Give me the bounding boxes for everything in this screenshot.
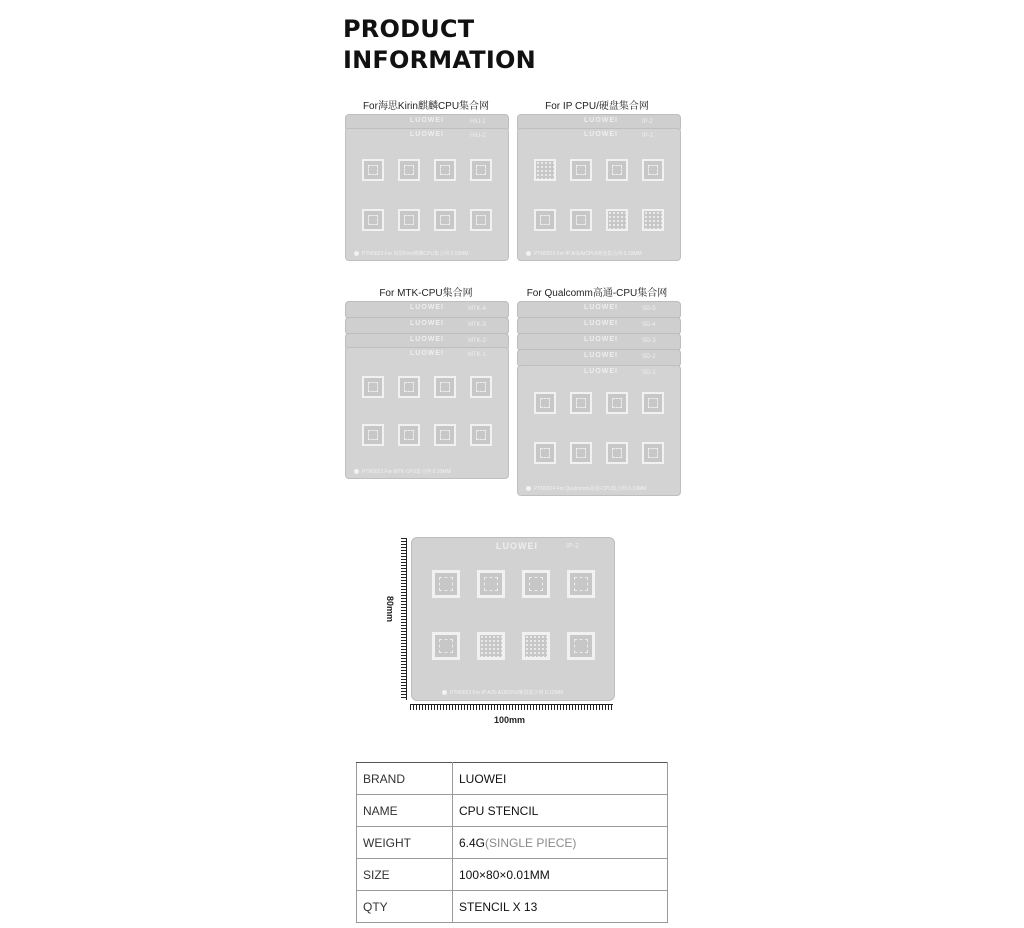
brand-mark: LUOWEI (410, 336, 444, 343)
spec-value-note: (SINGLE PIECE) (485, 835, 577, 850)
stencil-product-ip (517, 114, 681, 261)
layer-code: MTK-1 (468, 352, 486, 358)
table-row (357, 891, 668, 923)
stencil-plate (517, 128, 681, 261)
title-line-1: PRODUCT (343, 15, 475, 43)
stencil-product-mtk (345, 301, 509, 479)
stencil-caption-ip: For IP CPU/硬盘集合网 (545, 101, 649, 112)
brand-mark: LUOWEI (584, 336, 618, 343)
chip-cell (434, 376, 456, 398)
stencil-footer: PTN0023 For MTK-CPU集合网 0.10MM (354, 468, 451, 475)
brand-mark: LUOWEI (584, 117, 618, 124)
brand-mark: LUOWEI (496, 541, 538, 551)
chip-cell (534, 392, 556, 414)
height-label: 80mm (385, 595, 396, 623)
table-row (357, 827, 668, 859)
chip-cell (570, 209, 592, 231)
chip-cell (362, 159, 384, 181)
dimension-stencil (411, 537, 615, 701)
chip-cell (534, 209, 556, 231)
width-ruler (410, 704, 613, 713)
brand-mark: LUOWEI (584, 304, 618, 311)
stencil-plate (345, 128, 509, 261)
layer-code: IP-2 (642, 119, 654, 125)
chip-cell (642, 209, 664, 231)
chip-cell (432, 570, 460, 598)
brand-mark: LUOWEI (410, 117, 444, 124)
spec-value: LUOWEI (453, 763, 668, 795)
stencil-product-kirin (345, 114, 509, 261)
chip-cell (534, 159, 556, 181)
stencil-footer: PTN0023 For 海思Kirin麒麟CPU集合网 0.10MM (354, 250, 468, 257)
layer-code: HIU-1 (470, 119, 486, 125)
chip-cell (434, 424, 456, 446)
table-row (357, 763, 668, 795)
chip-cell (606, 442, 628, 464)
chip-cell (470, 159, 492, 181)
spec-key: QTY (357, 891, 453, 923)
page-title (343, 14, 536, 76)
chip-cell (434, 159, 456, 181)
layer-code: HIU-2 (470, 133, 486, 139)
chip-cell (606, 209, 628, 231)
spec-key: SIZE (357, 859, 453, 891)
chip-cell (567, 570, 595, 598)
brand-mark: LUOWEI (584, 320, 618, 327)
chip-cell (362, 424, 384, 446)
spec-value: CPU STENCIL (453, 795, 668, 827)
chip-cell (570, 442, 592, 464)
chip-cell (434, 209, 456, 231)
chip-cell (606, 159, 628, 181)
chip-cell (362, 209, 384, 231)
layer-code: SD-5 (642, 306, 656, 312)
layer-code: SD-2 (642, 354, 656, 360)
stencil-caption-kirin: For海思Kirin麒麟CPU集合网 (362, 101, 490, 112)
spec-key: NAME (357, 795, 453, 827)
brand-mark: LUOWEI (410, 320, 444, 327)
spec-value (453, 827, 668, 859)
chip-cell (398, 424, 420, 446)
layer-code: SD-3 (642, 338, 656, 344)
chip-cell (534, 442, 556, 464)
title-line-2: INFORMATION (343, 46, 536, 74)
spec-table (356, 762, 668, 923)
layer-code: SD-4 (642, 322, 656, 328)
chip-cell (522, 570, 550, 598)
stencil-footer: PTN0023 For IP A/S/A/CPU/硬盘集合网 0.10MM (526, 250, 642, 257)
chip-cell (522, 632, 550, 660)
layer-code: SD-1 (642, 370, 656, 376)
chip-cell (470, 376, 492, 398)
layer-code: MTK-2 (468, 338, 486, 344)
layer-code: IP-1 (642, 133, 654, 139)
width-label: 100mm (494, 715, 526, 725)
brand-mark: LUOWEI (584, 131, 618, 138)
chip-cell (570, 392, 592, 414)
stencil-caption-qualcomm: For Qualcomm高通-CPU集合网 (526, 288, 668, 299)
stencil-code: IP-2 (566, 543, 579, 550)
brand-mark: LUOWEI (584, 368, 618, 375)
chip-cell (642, 442, 664, 464)
spec-key: BRAND (357, 763, 453, 795)
table-row (357, 795, 668, 827)
height-ruler (397, 538, 407, 700)
stencil-footer: PTN0024 For Qualcomm高通-CPU集合网 0.10MM (526, 485, 646, 492)
chip-cell (570, 159, 592, 181)
spec-value: STENCIL X 13 (453, 891, 668, 923)
chip-cell (477, 570, 505, 598)
brand-mark: LUOWEI (584, 352, 618, 359)
chip-cell (477, 632, 505, 660)
spec-value: 100×80×0.01MM (453, 859, 668, 891)
chip-cell (606, 392, 628, 414)
chip-cell (567, 632, 595, 660)
stencil-product-qualcomm (517, 301, 681, 496)
chip-cell (362, 376, 384, 398)
spec-value-main: 6.4G (459, 835, 486, 850)
table-row (357, 859, 668, 891)
brand-mark: LUOWEI (410, 131, 444, 138)
stencil-footer: PTN0023 For IP A15-A18CPU/硬盘集合网 0.12MM (442, 689, 563, 696)
layer-code: MTK-4 (468, 306, 486, 312)
layer-code: MTK-3 (468, 322, 486, 328)
brand-mark: LUOWEI (410, 304, 444, 311)
chip-cell (398, 209, 420, 231)
chip-cell (470, 424, 492, 446)
chip-cell (642, 392, 664, 414)
stencil-plate (517, 365, 681, 496)
chip-cell (432, 632, 460, 660)
brand-mark: LUOWEI (410, 350, 444, 357)
stencil-plate (345, 347, 509, 479)
chip-cell (398, 159, 420, 181)
stencil-caption-mtk: For MTK-CPU集合网 (379, 288, 473, 299)
chip-cell (642, 159, 664, 181)
spec-key: WEIGHT (357, 827, 453, 859)
chip-cell (398, 376, 420, 398)
chip-cell (470, 209, 492, 231)
